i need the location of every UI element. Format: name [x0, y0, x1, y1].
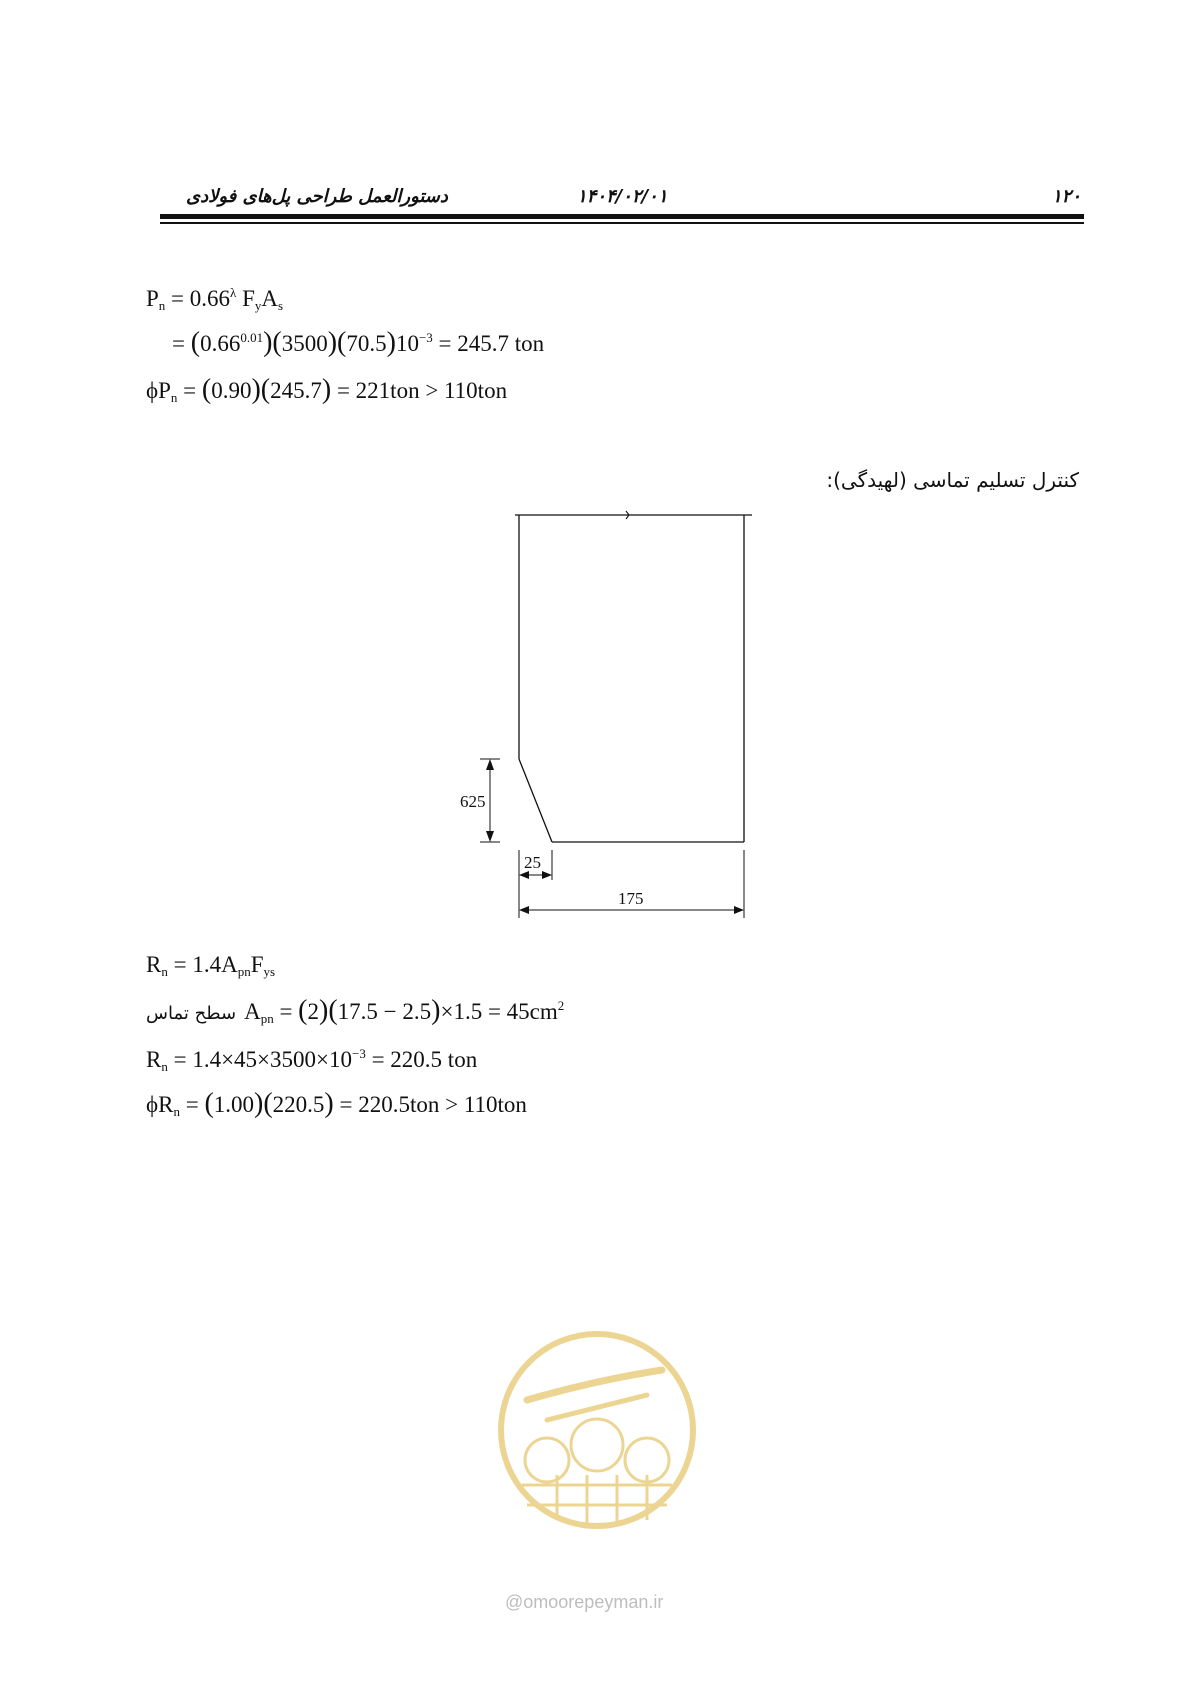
equation-phi-rn: $\phi R_n = (1.00)(220.5) = 220.5ton > 110ton$ [146, 1088, 527, 1119]
dim-label-width: 175 [618, 889, 644, 908]
book-title: دستورالعمل طراحی پل‌های فولادی [186, 186, 448, 207]
equation-pn-value: = $(0.66^{0.01})(3500)(70.5)10^{-3} = 245.7$ ton [172, 327, 545, 358]
header-rule-thin [160, 222, 1084, 224]
dim-label-height: 625 [460, 792, 486, 811]
equation-pn-formula: $P_n = 0.66^\lambda$ $F_yA_s$ [146, 285, 284, 313]
chamfer-edge [519, 759, 552, 842]
watermark-logo [487, 1325, 707, 1535]
bearing-stiffener-diagram [440, 505, 770, 925]
equation-rn-value: $R_n = 1.4\times 45\times 3500\times 10^{-3} = 220.5$ ton [146, 1046, 478, 1074]
header-rule-thick [160, 214, 1084, 219]
equation-rn-formula: $R_n = 1.4A_{pn}F_{ys}$ [146, 952, 276, 979]
equation-apn: سطح تماس $A_{pn} = (2)(17.5 - 2.5)\times 1.5 = 45cm^2$ [146, 995, 565, 1026]
contact-area-label: سطح تماس [146, 1003, 237, 1024]
watermark-url: @omoorepeyman.ir [505, 1592, 664, 1612]
section-heading-bearing: کنترل تسلیم تماسی (لهیدگی): [826, 468, 1079, 492]
header-date: ۱۴۰۴/۰۲/۰۱ [577, 186, 668, 207]
page-number: ۱۲۰ [1052, 186, 1082, 207]
dim-label-chamfer: 25 [524, 853, 541, 872]
equation-phi-pn: $\phi P_n = (0.90)(245.7) = 221ton > 110ton$ [146, 374, 508, 405]
